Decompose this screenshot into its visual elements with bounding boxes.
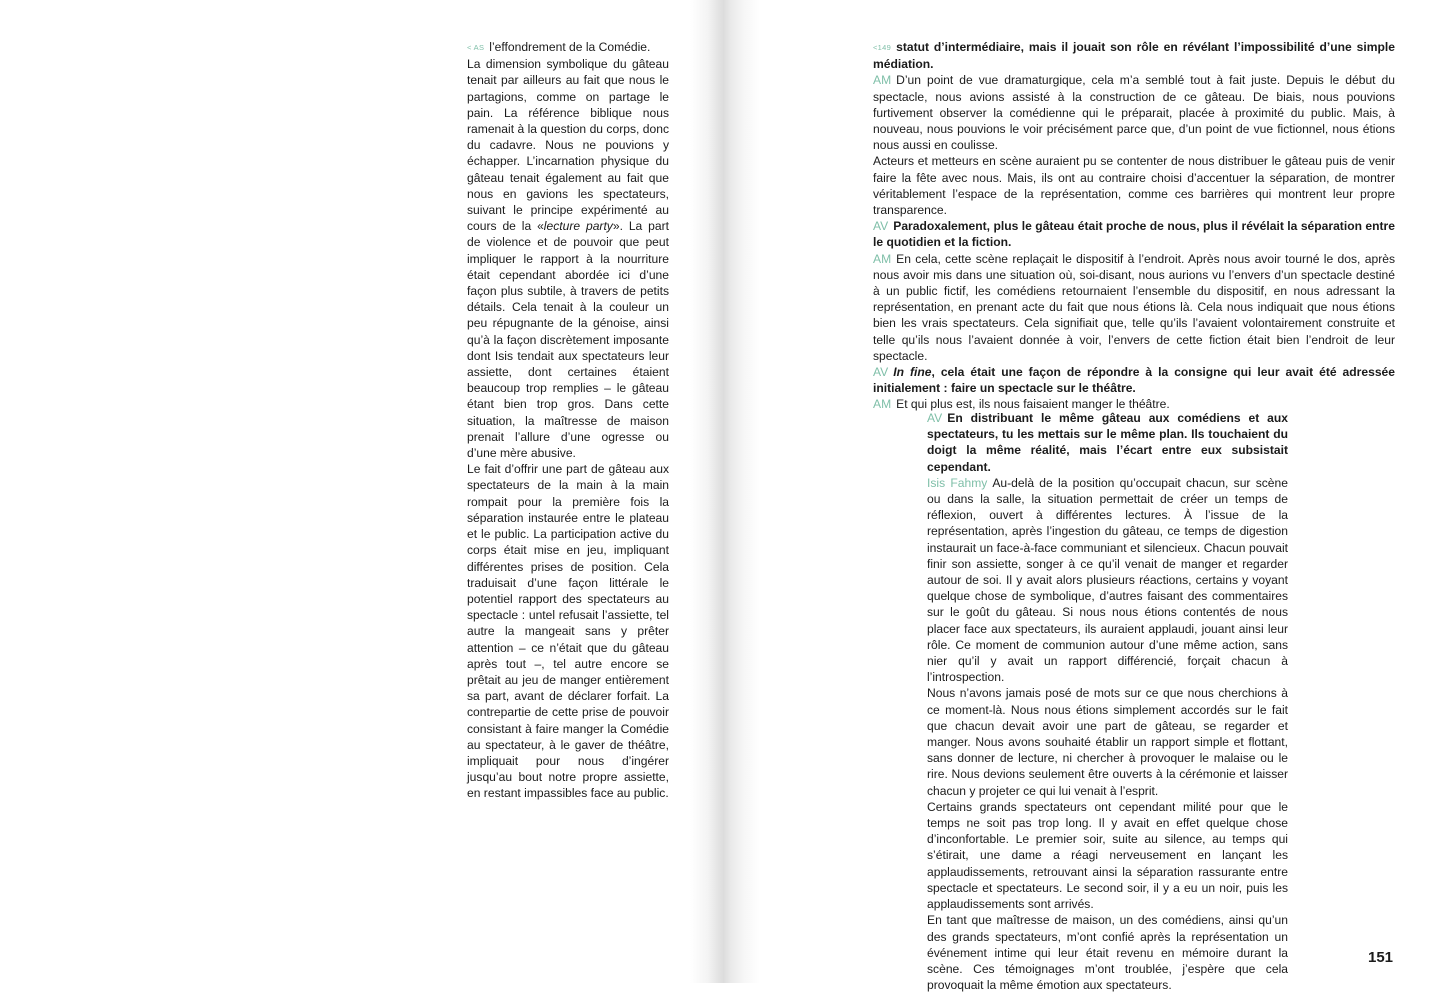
paragraph: Certains grands spectateurs ont cependant milité pour que le temps ne soit pas trop long. Il y avait en effet quelque chose d’inconfortable. Le premier soir, suite au silence, au temps qui s’étirait, une dame a réagi nerveusement en lançant les applaudissements, retrouvant ainsi la séparation rassurante entre spectacle et spectateurs. Le second soir, il y a eu un noir, puis les applaudissements sont arrivés. xyxy=(927,799,1288,912)
dialogue-line: <149 statut d’intermédiaire, mais il jouait son rôle en révélant l’impossibilité d’une simple médiation. xyxy=(873,40,1395,72)
speaker-label: Isis Fahmy xyxy=(927,475,988,490)
right-bottom-column xyxy=(927,410,1288,993)
page-number: 151 xyxy=(1368,949,1394,966)
emphasis: In fine xyxy=(893,365,932,380)
book-gutter-shadow xyxy=(690,0,760,983)
cross-reference: <149 xyxy=(873,43,892,52)
right-top-column xyxy=(873,39,1395,413)
speaker-label: AM xyxy=(873,397,892,412)
paragraph: En tant que maîtresse de maison, un des comédiens, ainsi qu’un des grands spectateurs, m’ont confié après la représentation un événement intime qui leur était revenu en mémoire durant la scène. Ces témoignages m’ont troublée, j’espère que cela provoquait la même émotion aux spectateurs. xyxy=(927,913,1288,993)
lead-text: l’effondrement de la Comédie. xyxy=(489,40,651,54)
dialogue-line: AV In fine, cela était une façon de répondre à la consigne qui leur avait été adressée initialement : faire un spectacle sur le théâtre. xyxy=(873,365,1396,396)
dialogue-line: AM En cela, cette scène replaçait le dispositif à l’endroit. Après nous avoir tourné le dos, après nous avoir mis dans une situation où, soi-disant, nous aurions vu l’envers d’un spectacle destiné à un public fictif, les comédiens retournaient l’ensemble du dispositif, en nous adressant la représentation, en prenant acte du fait que nous étions là. Cela nous indiquait que nous étions bien les vrais spectateurs. Cela signifiait que, telle qu’ils l’avaient volontairement construite et telle qu’ils nous l’avaient donnée à voir, l’envers de cette fiction était bien l’endroit de leur spectacle. xyxy=(873,251,1395,363)
paragraph: Nous n’avons jamais posé de mots sur ce que nous cherchions à ce moment-là. Nous nous étions simplement accordés sur le fait que chacun devait avoir une part de gâteau, se regarder et manger. Nous avons souhaité établir un rapport simple et flottant, sans donner de lecture, ni chercher à provoquer le malaise ou le rire. Nous devions seulement être ouverts à la cérémonie et laisser chacun y projeter ce qui lui venait à l’esprit. xyxy=(927,686,1288,798)
dialogue-line: Acteurs et metteurs en scène auraient pu se contenter de nous distribuer le gâteau puis de venir faire la fête avec nous. Mais, ils ont au contraire choisi d’accentuer la séparation, de montrer véritablement l’espace de la représentation, comme ces barrières qui montrent leur propre transparence. xyxy=(873,154,1395,218)
dialogue-line: Isis Fahmy Au-delà de la position qu’occupait chacun, sur scène ou dans la salle, la situation permettait de créer un temps de réflexion, ouvert à différentes lectures. À l’issue de la représentation, après l’ingestion du gâteau, ce temps de digestion instaurait un face-à-face communiant et silencieux. Chacun pouvait finir son assiette, songer à ce qu’il venait de manger et regarder autour de soi. Il y avait alors plusieurs réactions, certains y voyant quelque chose de symbolique, d’autres faisant des commentaires sur le goût du gâteau. Si nous nous étions contentés de nous placer face aux spectateurs, ils auraient applaudi, jouant ainsi leur rôle. Ce moment de communion autour d’une même action, sans nier qu’il y avait un rapport différencié, forçait chacun à l’introspection. xyxy=(927,475,1288,685)
emphasis: lecture party xyxy=(543,219,613,234)
speaker-label: AV xyxy=(927,411,943,425)
left-paragraph-2: Le fait d’offrir une part de gâteau aux spectateurs de la main à la main rompait pour la première fois la séparation instaurée entre le plateau et le public. La participation active du corps était mise en jeu, impliquant différentes prises de position. Cela traduisait d’une façon littérale le potentiel rapport des spectateurs au spectacle : untel refusait l’assiette, tel autre la mangeait sans y prêter attention – ce n’était que du gâteau après tout –, tel autre encore se prêtait au jeu de manger entièrement sa part, avant de déclarer forfait. La contrepartie de cette prise de pouvoir consistant à faire manger la Comédie au spectateur, à le gaver de théâtre, impliquait pour nous d’ingérer jusqu’au bout notre propre assiette, en restant impassibles face au public. xyxy=(467,462,669,801)
dialogue-line: AV En distribuant le même gâteau aux comédiens et aux spectateurs, tu les mettais sur le même plan. Ils touchaient du doigt la même réalité, mais l’écart entre eux subsistait cependant. xyxy=(927,411,1288,474)
speaker-label: AM xyxy=(873,73,892,88)
speaker-label: AM xyxy=(873,251,892,266)
cross-reference: < AS xyxy=(467,43,485,52)
speaker-label: AV xyxy=(873,365,889,380)
speaker-label: AV xyxy=(873,219,889,234)
dialogue-line: AV Paradoxalement, plus le gâteau était proche de nous, plus il révélait la séparation entre le quotidien et la fiction. xyxy=(873,219,1395,250)
left-column xyxy=(467,39,669,802)
dialogue-line: AM Et qui plus est, ils nous faisaient manger le théâtre. xyxy=(873,397,1170,412)
left-paragraph-1: < AS l’effondrement de la Comédie. La dimension symbolique du gâteau tenait par ailleurs au fait que nous le partagions, comme on partage le pain. La référence biblique nous ramenait à la question du corps, donc du cadavre. Nous ne pouvions y échapper. L’incarnation physique du gâteau tenait également au fait que nous en gavions les spectateurs, suivant le principe expérimenté au cours de la «lecture party». La part de violence et de pouvoir que peut impliquer le rapport à la nourriture était cependant abordée ici d’une façon plus subtile, à travers de petits détails. Cela tenait à la couleur un peu répugnante de la génoise, ainsi qu’à la façon discrètement imposante dont Isis tendait aux spectateurs leur assiette, dont certaines étaient beaucoup trop remplies – le gâteau étant bien trop gros. Dans cette situation, la maîtresse de maison prenait l’allure d’une ogresse ou d’une mère abusive. xyxy=(467,40,669,461)
dialogue-line: AM D’un point de vue dramaturgique, cela m’a semblé tout à fait juste. Depuis le début du spectacle, nous avions assisté à la construction de ce gâteau. De biais, nous pouvions furtivement observer la comédienne qui le préparait, placée à proximité du public. Mais, à nouveau, nous pouvions le voir précisément parce que, d’un point de vue fictionnel, nous étions nous aussi en coulisse. xyxy=(873,73,1395,153)
